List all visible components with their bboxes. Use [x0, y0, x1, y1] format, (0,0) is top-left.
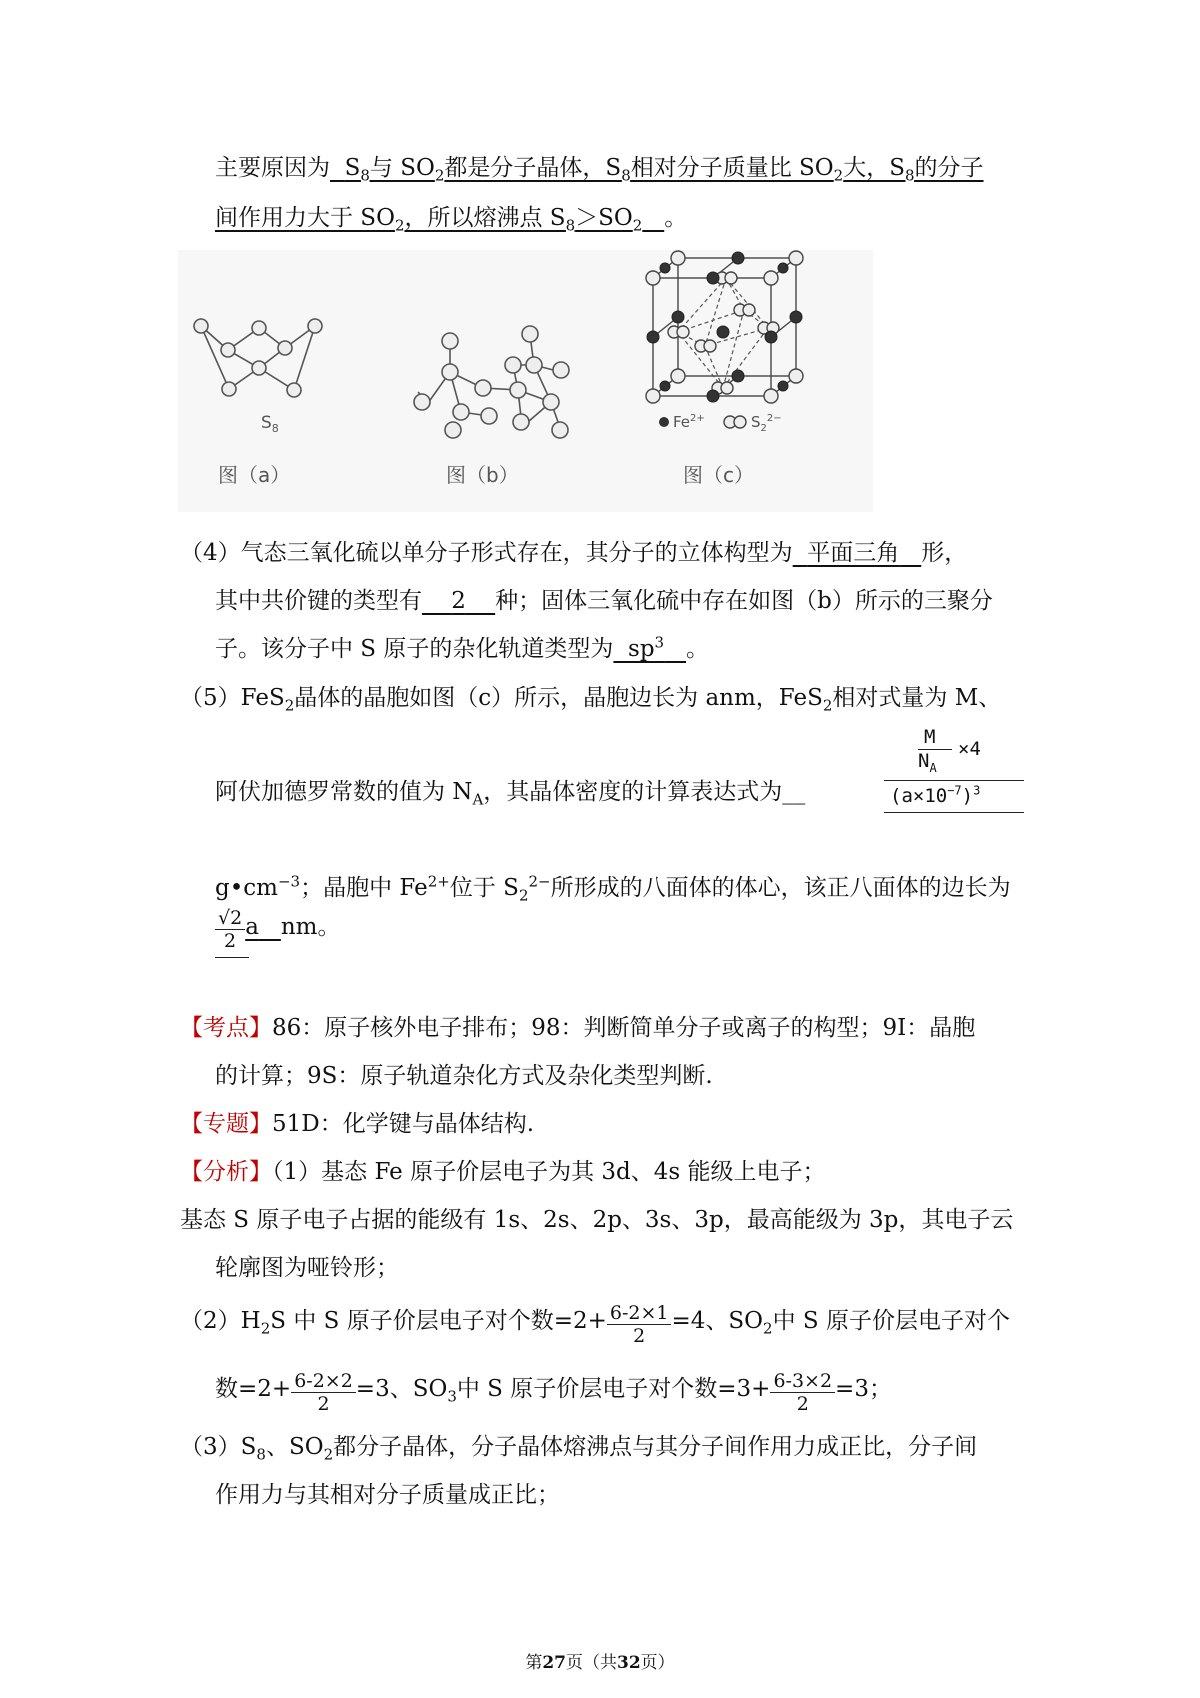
legend-fe: $Fe^{2+}$ [673, 413, 705, 431]
figure-a-atoms [194, 319, 322, 397]
kaodian-line1: 【考点】86：原子核外电子排布；98：判断简单分子或离子的构型；9I：晶胞 [180, 1015, 976, 1041]
analysis-p1: 基态 S 原子电子占据的能级有 1s、2s、2p、3s、3p，最高能级为 3p，其电子云 [180, 1207, 1014, 1233]
zhuanti-line: 【专题】51D：化学键与晶体结构. [180, 1111, 535, 1137]
analysis-p1b: 轮廓图为哑铃形； [215, 1255, 399, 1281]
legend-s22: $S_2^{2-}$ [751, 413, 782, 434]
answer3-line1: 主要原因为 $S_8$与 $SO_2$都是分子晶体，$S_8$相对分子质量比 $SO_2$大，$S_8$的分子 [215, 155, 984, 185]
q5-line4: $\frac{√2}{2}$ a nm。 [215, 907, 340, 952]
analysis-p4: $(3)S_8$、$SO_2$都分子晶体，分子晶体熔沸点与其分子间作用力成正比，分子间 [180, 1434, 978, 1464]
crystal-figures [178, 250, 873, 512]
expr-times4: ×4 [958, 738, 981, 760]
figure-c-legend [659, 413, 782, 434]
kaodian-line2: 的计算；9S：原子轨道杂化方式及杂化类型判断. [215, 1063, 713, 1089]
q5-line1: （5）FeS$_2$晶体的晶胞如图（c）所示，晶胞边长为 anm，FeS$_2$相对式量为 M、 [180, 685, 1002, 715]
edge-length-fraction: $\frac{√2}{2}$ [215, 907, 245, 952]
caption-b: 图（b） [446, 463, 519, 487]
analysis-p5: 作用力与其相对分子质量成正比； [215, 1482, 560, 1508]
kaodian-label: 【考点】 [180, 1015, 272, 1041]
caption-a: 图（a） [218, 463, 291, 487]
zhuanti-label: 【专题】 [180, 1111, 272, 1137]
fenxi-line: 【分析】（1）基态 Fe 原子价层电子为其 3d、4s 能级上电子； [180, 1159, 826, 1185]
q5-line2: 阿伏加德罗常数的值为 $N_A$，其晶体密度的计算表达式为__ [215, 779, 806, 809]
q4-line1: （4）气态三氧化硫以单分子形式存在，其分子的立体构型为 平面三角 形， [180, 540, 968, 566]
answer3-underlined: $S_8$与 $SO_2$都是分子晶体，$S_8$相对分子质量比 $SO_2$大，$S_8$的分子 [344, 155, 984, 185]
expr-NA: $N_A$ [918, 750, 937, 775]
analysis-p3: 数=2+ $\frac{6-2\times 2}{2}$ =3、$SO_3$中 S 原子价层电子对个数=3+ $\frac{6-3\times 2}{2}$ =3； [215, 1370, 892, 1415]
figure-a-s8-label: $S_8$ [261, 413, 279, 435]
figure-panel [178, 250, 873, 512]
answer3-line2: 间作用力大于 $SO_2$，所以熔沸点 $S_8>SO_2$ 。 [215, 205, 688, 235]
page-footer: 第27页（共32页） [525, 1653, 675, 1673]
q4-line3: 子。该分子中 S 原子的杂化轨道类型为 $sp^3$ 。 [215, 633, 710, 662]
total-pages: 32 [617, 1653, 641, 1673]
fenxi-label: 【分析】 [180, 1159, 272, 1185]
figure-b-atoms [414, 326, 569, 438]
analysis-p2: $(2)H_2S$ 中 S 原子价层电子对个数=2+ $\frac{6-2\times 1}{2}$ =4、$SO_2$中 S 原子价层电子对个 [180, 1302, 1010, 1347]
q5-line3: $g•cm^{-3}$；晶胞中 $Fe^{2+}$位于 $S_2^{2-}$所形成的八面体的体心，该正八面体的边长为 [215, 872, 1011, 905]
q4-line2: 其中共价键的类型有 2 种；固体三氧化硫中存在如图（b）所示的三聚分 [215, 588, 993, 614]
expr-M: M [924, 726, 936, 748]
expr-denominator: $(a\times 10^{-7})^3$ [890, 783, 981, 807]
current-page: 27 [542, 1653, 566, 1673]
caption-c: 图（c） [683, 463, 754, 487]
